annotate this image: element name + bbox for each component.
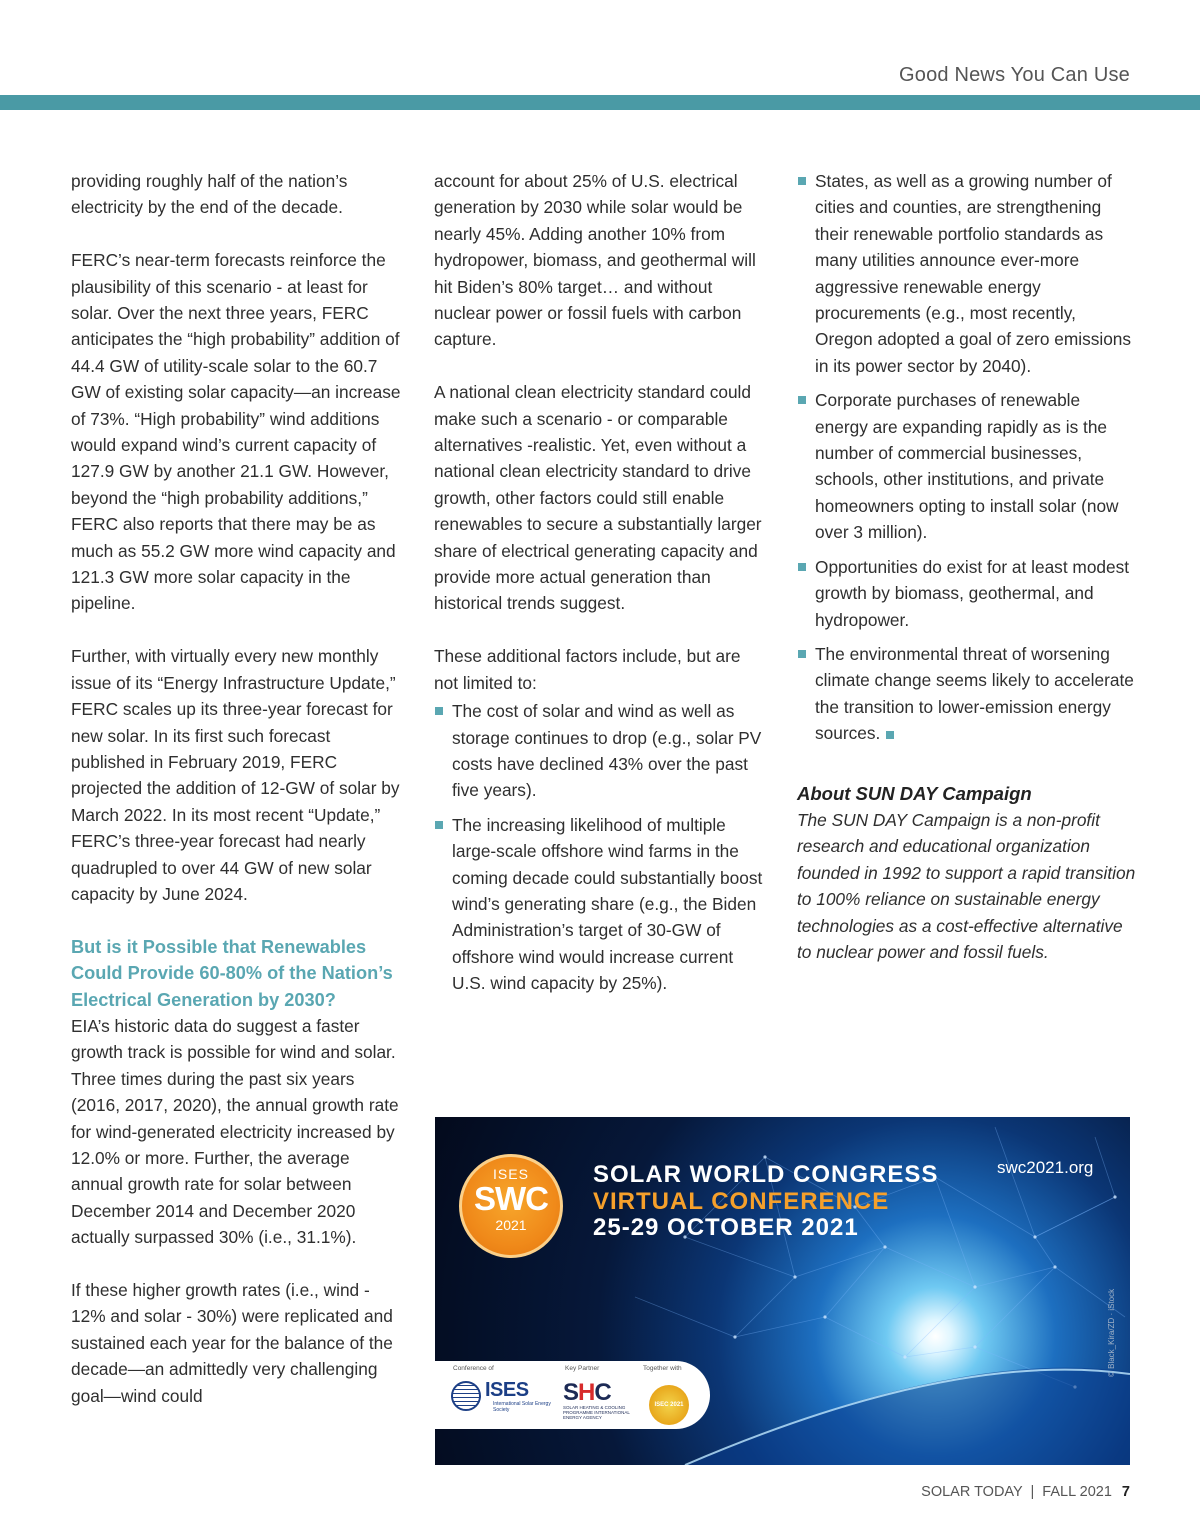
key-partner-label: Key Partner (565, 1365, 600, 1372)
paragraph: A national clean electricity standard could make such a scenario - or comparable alternatives -realistic. Yet, even without a national clean electricity standard to drive growth, other factors could still enable renewables to secure a substantially larger share of electrical generating capacity and provide more actual generation than historical trends suggest. (434, 382, 762, 614)
footer-issue: FALL 2021 (1042, 1484, 1112, 1500)
factors-list (434, 698, 769, 996)
ad-dates: 25-29 OCTOBER 2021 (593, 1214, 859, 1241)
footer-magazine: SOLAR TODAY (921, 1484, 1023, 1500)
badge-main-text: SWC (474, 1180, 548, 1217)
paragraph: EIA’s historic data do suggest a faster growth track is possible for wind and solar. Three times during the past six years (2016, 2017, 2020), the annual growth rate for wind-generated electricity increased by 12.0% or more. Further, the average annual growth rate for solar between December 2014 and December 2020 actually surpassed 30% (i.e., 31.1%). (71, 1015, 399, 1248)
ises-globe-icon (451, 1381, 481, 1411)
paragraph: FERC’s near-term forecasts reinforce the plausibility of this scenario - at least for solar. Over the next three years, FERC anticipates the “high probability” addition of 44.4 GW of utility-scale solar to the 60.7 GW of existing solar capacity—an increase of 73%. “High probability” wind additions would expand wind’s current capacity of 127.9 GW by another 21.1 GW. However, beyond the “high probability additions,” FERC also reports that there may be as much as 55.2 GW more wind capacity and 121.3 GW more solar capacity in the pipeline. (71, 250, 401, 614)
paragraph: account for about 25% of U.S. electrical generation by 2030 while solar would be nearly 45%. Adding another 10% from hydropower, biomass, and geothermal will hit Biden’s 80% target… and without nuclear power or fossil fuels with carbon capture. (434, 171, 756, 350)
list-item: The cost of solar and wind as well as storage continues to drop (e.g., solar PV costs have declined 43% over the past five years). (434, 698, 769, 804)
list-item: States, as well as a growing number of cities and counties, are strengthening their renewable portfolio standards as many utilities announce ever-more aggressive renewable energy procurements (e.g., most recently, Oregon adopted a goal of zero emissions in its power sector by 2040). (797, 168, 1137, 379)
badge-year-text: 2021 (495, 1217, 527, 1233)
list-item: The increasing likelihood of multiple large-scale offshore wind farms in the coming decade could substantially boost wind’s generating share (e.g., the Biden Administration’s target of 30-GW of offshore wind would increase current U.S. wind capacity by 25%). (434, 812, 769, 997)
shc-logo-subtext: SOLAR HEATING & COOLING PROGRAMME INTERNATIONAL ENERGY AGENCY (563, 1405, 630, 1420)
page-number: 7 (1121, 1484, 1130, 1500)
page-footer (921, 1484, 1130, 1500)
ad-headline: SOLAR WORLD CONGRESS (593, 1161, 939, 1188)
list-item: Corporate purchases of renewable energy are expanding rapidly as is the number of commercial businesses, schools, other institutions, and private homeowners opting to install solar (now over 3 million). (797, 387, 1137, 545)
about-heading: About SUN DAY Campaign (797, 782, 1032, 804)
photo-credit: © Black_Kira/ZD · iStock (1107, 1288, 1116, 1377)
end-of-article-mark (886, 731, 894, 739)
ad-url-link[interactable]: swc2021.org (997, 1158, 1094, 1177)
section-subheading: But is it Possible that Renewables Could Provide 60-80% of the Nation’s Electrical Generation by 2030? (71, 936, 393, 1010)
article-column-2 (434, 168, 769, 1005)
shc-logo-text (563, 1379, 611, 1407)
ises-swc-badge-logo (459, 1154, 563, 1258)
isec-2021-badge-logo: ISEC 2021 (649, 1385, 689, 1425)
running-header: Good News You Can Use (898, 64, 1130, 86)
header-rule (0, 95, 1200, 110)
partner-logos-strip (435, 1361, 710, 1429)
shc-logo-s: S (563, 1379, 579, 1406)
article-column-1 (71, 168, 406, 1435)
paragraph: providing roughly half of the nation’s electricity by the end of the decade. (71, 171, 348, 218)
footer-separator: | (1030, 1484, 1035, 1500)
shc-logo-h: H (578, 1379, 595, 1406)
conference-of-label: Conference of (453, 1365, 494, 1372)
paragraph: Further, with virtually every new monthly issue of its “Energy Infrastructure Update,” FERC scales up its three-year forecast for new solar. In its first such forecast published in February 2019, FERC projected the addition of 12-GW of solar by March 2022. In its most recent “Update,” FERC’s three-year forecast had nearly quadrupled to over 44 GW of new solar capacity by June 2024. (71, 646, 400, 904)
ises-logo-subtext: International Solar Energy Society (493, 1401, 551, 1413)
about-text: The SUN DAY Campaign is a non-profit research and educational organization founded in 1992 to support a rapid transition to 100% reliance on sustainable energy technologies as a cost-effective alternative to nuclear power and fossil fuels. (797, 809, 1136, 962)
list-item: Opportunities do exist for at least modest growth by biomass, geothermal, and hydropower. (797, 554, 1137, 633)
swc2021-advertisement[interactable] (435, 1117, 1130, 1465)
badge-top-text: ISES (493, 1166, 529, 1182)
article-column-3 (797, 168, 1137, 992)
list-item-text: The environmental threat of worsening climate change seems likely to accelerate the transition to lower-emission energy sources. (815, 643, 1134, 744)
ises-logo-text: ISES (485, 1379, 529, 1401)
ad-subheadline: VIRTUAL CONFERENCE (593, 1188, 890, 1215)
shc-logo-c: C (594, 1379, 611, 1406)
list-item (797, 641, 1137, 747)
paragraph: If these higher growth rates (i.e., wind - 12% and solar - 30%) were replicated and sustained each year for the balance of the decade—an admittedly very challenging goal—wind could (71, 1280, 393, 1406)
together-with-label: Together with (643, 1365, 682, 1372)
factors-list-continued (797, 168, 1137, 747)
paragraph: These additional factors include, but are not limited to: (434, 646, 741, 693)
